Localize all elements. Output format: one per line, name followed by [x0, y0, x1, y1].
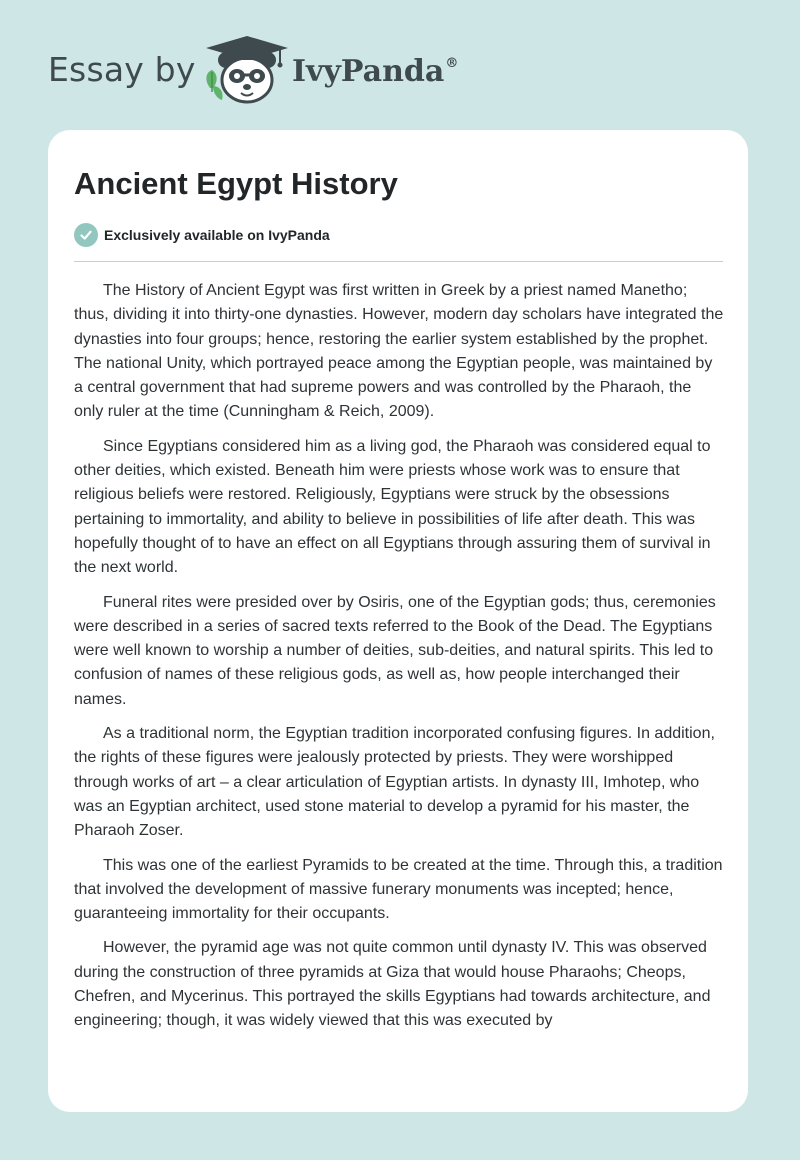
paragraph: Since Egyptians considered him as a living god, the Pharaoh was considered equal to other deities, which existed. Beneath him were priests whose work was to ensure that religious beliefs were restored. Religiously, Egyptians were struck by the obsessions pertaining to immortality, and ability to believe in possibilities of life after death. This was hopefully thought of to have an effect on all Egyptians through assuring them of survival in the next world.	[74, 437, 711, 577]
page-title: Ancient Egypt History	[74, 166, 398, 201]
panda-graduation-cap-icon	[200, 34, 294, 108]
exclusive-badge	[74, 222, 330, 248]
exclusive-badge-label: Exclusively available on IvyPanda	[104, 227, 330, 243]
paragraph: As a traditional norm, the Egyptian tradition incorporated confusing figures. In addition, the rights of these figures were jealously protected by priests. They were worshipped through works of art – a clear articulation of Egyptian artists. In dynasty III, Imhotep, who was an Egyptian architect, used stone material to develop a pyramid for his master, the Pharaoh Zoser.	[74, 725, 715, 840]
brand-name	[292, 54, 458, 89]
paragraph: However, the pyramid age was not quite common until dynasty IV. This was observed during the construction of three pyramids at Giza that would house Pharaohs; Cheops, Chefren, and Mycerinus. This portrayed the skills Egyptians had towards architecture, and engineering; though, it was widely viewed that this was executed by	[74, 939, 711, 1030]
site-header	[0, 0, 800, 120]
registered-mark: ®	[445, 56, 459, 71]
checkmark-icon	[74, 223, 98, 247]
divider	[74, 261, 723, 262]
paragraph: This was one of the earliest Pyramids to be created at the time. Through this, a tradition that involved the development of massive funerary monuments was incepted; hence, guaranteeing immortality for their occupants.	[74, 856, 723, 923]
essay-card	[48, 130, 748, 1112]
paragraph: The History of Ancient Egypt was first written in Greek by a priest named Manetho; thus, dividing it into thirty-one dynasties. However, modern day scholars have integrated the dynasties into four groups; hence, restoring the earlier system established by the prophet. The national Unity, which portrayed peace among the Egyptian people, was maintained by a central government that had supreme powers and was controlled by the Pharaoh, the only ruler at the time (Cunningham & Reich, 2009).	[74, 282, 724, 421]
essay-body	[74, 279, 725, 1044]
brand-name-text: IvyPanda	[292, 54, 445, 89]
paragraph: Funeral rites were presided over by Osiris, one of the Egyptian gods; thus, ceremonies were described in a series of sacred texts referred to the Book of the Dead. The Egyptians were well known to worship a number of deities, sub-deities, and natural spirits. This led to confusion of names of these religious gods, as well as, how people interchanged their names.	[74, 593, 716, 708]
essay-by-label: Essay by	[48, 50, 196, 89]
